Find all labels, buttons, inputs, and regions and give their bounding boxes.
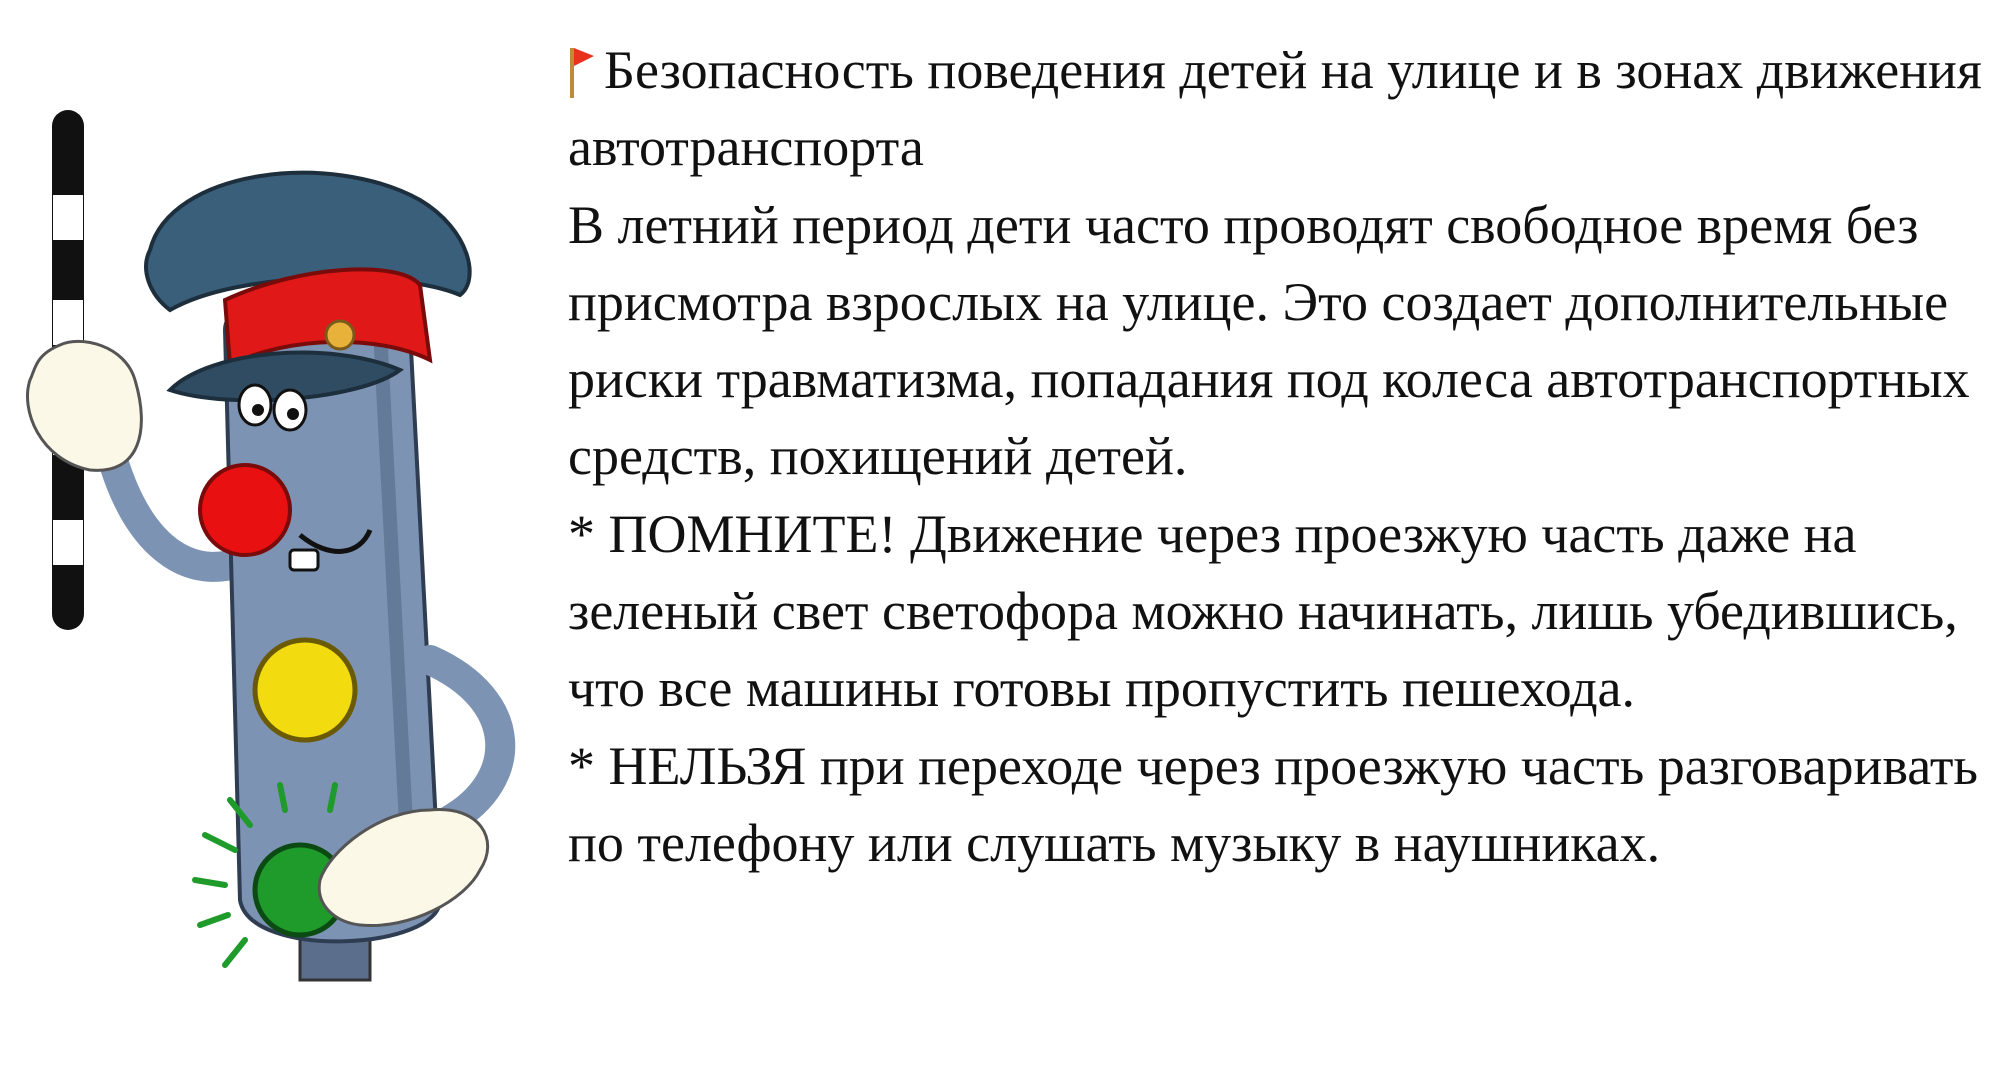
red-lamp-nose: [200, 465, 290, 555]
paragraph-intro: В летний период дети часто проводят свободное время без присмотра взрослых на улице. Это создает дополнительные риски травматизма, попадания под колеса автотранспортных средств, похищений детей.: [568, 194, 1970, 487]
paragraph-remember: * ПОМНИТЕ! Движение через проезжую часть даже на зеленый свет светофора можно начинать, лишь убедившись, что все машины готовы пропустить пешехода.: [568, 503, 1958, 719]
article-text: [568, 32, 1988, 882]
police-cap: [146, 173, 470, 401]
article-title-text: Безопасность поведения детей на улице и в зонах движения автотранспорта: [568, 40, 1982, 178]
traffic-light-character: [0, 80, 560, 1020]
traffic-light-character-svg: [0, 80, 560, 1020]
paragraph-forbidden: * НЕЛЬЗЯ при переходе через проезжую часть разговаривать по телефону или слушать музыку в наушниках.: [568, 735, 1979, 873]
red-flag-icon: [568, 44, 596, 100]
article-title: [568, 32, 1988, 187]
yellow-lamp: [255, 640, 355, 740]
left-glove: [28, 341, 142, 470]
